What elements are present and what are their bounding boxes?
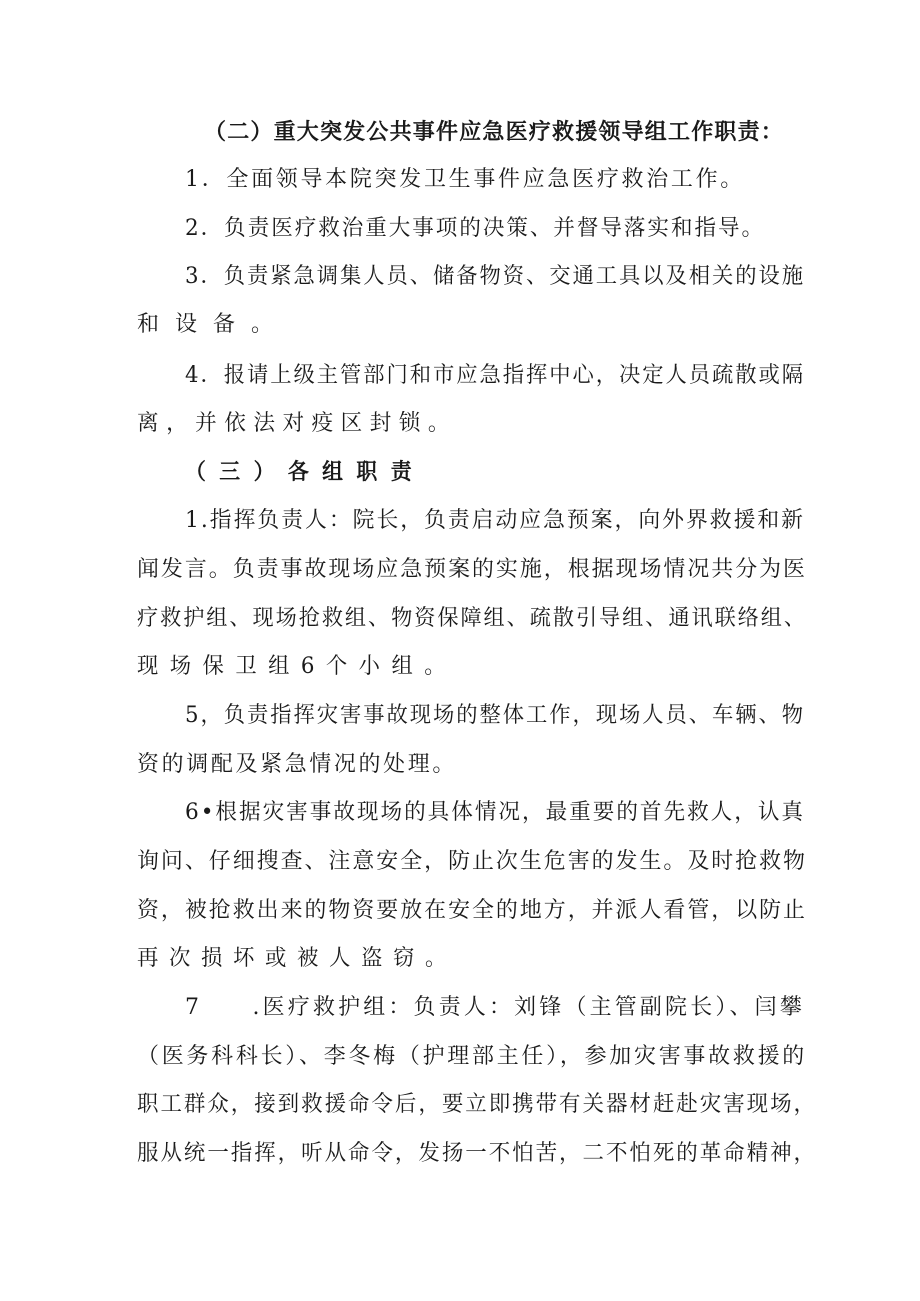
duty3-line-10: 再次损坏或被人盗窃。 (137, 946, 457, 971)
section-heading-2: （二）重大突发公共事件应急医疗救援领导组工作职责： (204, 119, 784, 145)
duty3-line-4: 现场保卫组6个小组。 (137, 654, 457, 679)
duty3-line-5: 5，负责指挥灾害事故现场的整体工作，现场人员、车辆、物 (185, 703, 805, 728)
duty3-line-14: 服从统一指挥，听从命令，发扬一不怕苦，二不怕死的革命精神， (137, 1141, 817, 1166)
duty3-line-9: 资，被抢救出来的物资要放在安全的地方，并派人看管，以防止 (137, 898, 807, 923)
duty3-line-11: 7 .医疗救护组：负责人：刘锋（主管副院长）、闫攀 (185, 995, 805, 1020)
duty-item-1: 1．全面领导本院突发卫生事件应急医疗救治工作。 (185, 167, 745, 192)
duty-item-2: 2．负责医疗救治重大事项的决策、并督导落实和指导。 (185, 216, 765, 241)
duty3-line-1: 1.指挥负责人：院长，负责启动应急预案，向外界救援和新 (185, 508, 805, 533)
section-heading-3: （三）各组职责 (185, 459, 425, 485)
duty3-line-12: （医务科科长）、李冬梅（护理部主任），参加灾害事故救援的 (137, 1044, 807, 1069)
duty-item-4-line2: 离，并依法对疫区封锁。 (137, 411, 457, 436)
duty3-line-3: 疗救护组、现场抢救组、物资保障组、疏散引导组、通讯联络组、 (137, 606, 807, 631)
duty3-line-13: 职工群众，接到救援命令后，要立即携带有关器材赶赴灾害现场， (137, 1092, 817, 1117)
duty-item-3-line1: 3．负责紧急调集人员、储备物资、交通工具以及相关的设施 (185, 264, 805, 289)
duty3-line-7: 6•根据灾害事故现场的具体情况，最重要的首先救人，认真 (185, 800, 805, 825)
duty-item-3-line2: 和设备。 (137, 312, 290, 337)
duty3-line-6: 资的调配及紧急情况的处理。 (137, 752, 457, 777)
duty-item-4-line1: 4．报请上级主管部门和市应急指挥中心，决定人员疏散或隔 (185, 363, 805, 388)
duty3-line-2: 闻发言。负责事故现场应急预案的实施，根据现场情况共分为医 (137, 557, 807, 582)
duty3-line-8: 询问、仔细搜查、注意安全，防止次生危害的发生。及时抢救物 (137, 849, 807, 874)
